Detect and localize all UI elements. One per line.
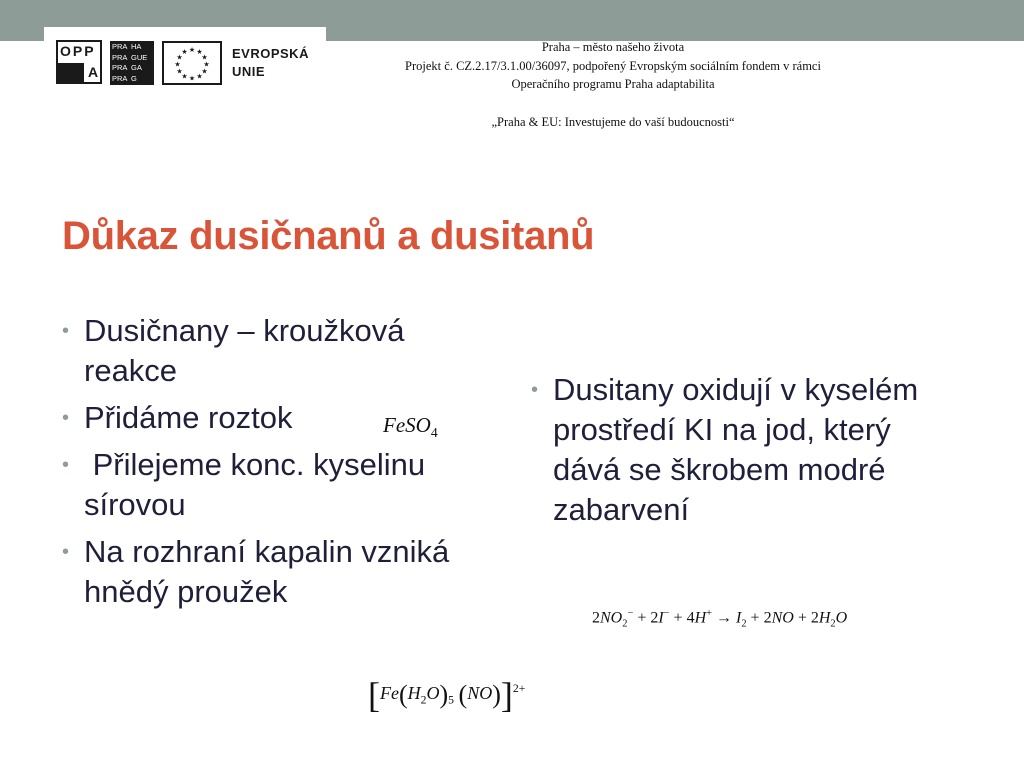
prague-logo xyxy=(110,41,154,85)
header-line-2: Projekt č. CZ.2.17/3.1.00/36097, podpořený Evropským sociálním fondem v rámci xyxy=(405,58,821,73)
prague-logo-text: PRA xyxy=(112,73,128,83)
bullet-dot-icon: • xyxy=(62,320,70,342)
project-header xyxy=(340,38,886,131)
prague-logo-text: G xyxy=(131,73,137,83)
svg-text:★: ★ xyxy=(181,48,188,56)
slide-title: Důkaz dusičnanů a dusitanů xyxy=(62,214,595,258)
eu-logo-text xyxy=(232,45,309,81)
eu-logo-line: EVROPSKÁ xyxy=(232,46,309,61)
right-bullet-list xyxy=(531,370,951,537)
list-item-text: Přilejeme konc. kyselinu sírovou xyxy=(84,447,434,522)
list-item xyxy=(531,370,951,530)
left-bullet-list xyxy=(62,311,492,619)
formula-feso4: FeSO$_4$ xyxy=(383,413,438,441)
svg-text:★: ★ xyxy=(196,48,203,56)
prague-logo-text: HA xyxy=(131,42,142,51)
svg-text:★: ★ xyxy=(201,67,208,76)
svg-text:★: ★ xyxy=(181,72,188,81)
svg-text:★: ★ xyxy=(188,46,196,54)
bullet-dot-icon: • xyxy=(531,379,539,401)
prague-logo-text: GUE xyxy=(131,52,148,62)
prague-logo-text: PRA xyxy=(112,63,128,72)
list-item xyxy=(62,445,492,525)
prague-logo-text: PRA xyxy=(112,52,128,62)
list-item-text: Přidáme roztok xyxy=(84,400,293,435)
bullet-dot-icon: • xyxy=(62,541,70,563)
svg-text:★: ★ xyxy=(176,67,183,76)
svg-text:★: ★ xyxy=(176,53,183,62)
svg-text:★: ★ xyxy=(203,60,210,69)
oppa-logo-block xyxy=(58,63,84,84)
prague-logo-text: GA xyxy=(131,63,142,72)
svg-text:★: ★ xyxy=(188,74,196,83)
formula-reaction: $2NO_2^- + 2I^- + 4H^+ \to I_2 + 2NO + 2H_2O$ xyxy=(592,608,848,630)
formula-complex: [$Fe(H_2O)_5$ (NO)]$^{2+}$ xyxy=(368,675,526,715)
eu-logo-line: UNIE xyxy=(232,64,266,79)
header-line-1: Praha – město našeho života xyxy=(541,40,685,54)
header-slogan: „Praha & EU: Investujeme do vaší budoucnosti“ xyxy=(491,114,735,129)
oppa-logo-text-top: OPP xyxy=(60,43,96,59)
oppa-logo xyxy=(56,40,102,84)
oppa-logo-text-bottom: A xyxy=(88,64,101,80)
svg-text:★: ★ xyxy=(174,60,181,69)
list-item xyxy=(62,532,492,612)
svg-text:★: ★ xyxy=(196,72,203,81)
header-line-3: Operačního programu Praha adaptabilita xyxy=(511,77,715,91)
logo-strip xyxy=(44,27,326,93)
list-item-text: Na rozhraní kapalin vzniká hnědý proužek xyxy=(84,534,450,609)
list-item-text: Dusičnany – kroužková reakce xyxy=(84,313,405,388)
list-item xyxy=(62,311,492,391)
bullet-dot-icon: • xyxy=(62,454,70,476)
svg-text:★: ★ xyxy=(201,53,208,62)
bullet-dot-icon: • xyxy=(62,407,70,429)
eu-flag-icon xyxy=(162,41,222,85)
prague-logo-text: PRA xyxy=(112,42,128,51)
list-item-text: Dusitany oxidují v kyselém prostředí KI na jod, který dává se škrobem modré zabarvení xyxy=(553,372,919,527)
